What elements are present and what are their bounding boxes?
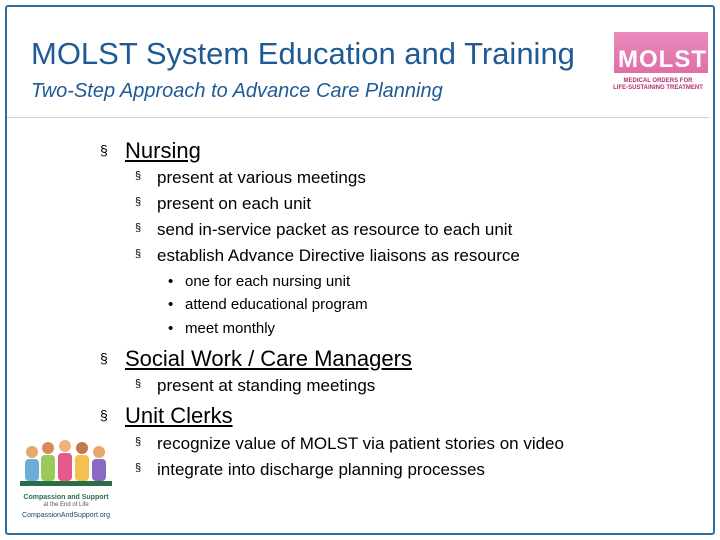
people-group-icon [20,438,112,488]
bullet-marker: § [135,378,142,390]
molst-logo-tagline-line2: LIFE-SUSTAINING TREATMENT [613,85,703,91]
bullet-marker: • [168,296,174,313]
list-item-text: present at standing meetings [157,376,376,395]
sub-list-item-text: one for each nursing unit [185,273,351,290]
bullet-marker: § [100,350,108,366]
bullet-marker: • [168,273,174,290]
molst-logo-tagline-line1: MEDICAL ORDERS FOR [623,78,693,84]
bullet-marker: • [168,320,174,337]
slide-title: MOLST System Education and Training [31,36,575,71]
list-item-text: establish Advance Directive liaisons as resource [157,246,520,265]
bullet-social-work-label: Social Work / Care Managers [125,346,412,371]
list-item-text: send in-service packet as resource to each unit [157,220,513,239]
bullet-marker: § [135,462,142,474]
compassion-logo-name: Compassion and Support [23,494,109,501]
header-divider [7,117,709,118]
molst-logo [606,32,710,106]
list-item-text: recognize value of MOLST via patient stories on video [157,434,564,453]
list-item-text: integrate into discharge planning processes [157,460,485,479]
bullet-marker: § [135,436,142,448]
bullet-unit-clerks-label: Unit Clerks [125,403,233,428]
molst-logo-wordmark: MOLST [618,46,707,73]
bullet-marker: § [135,196,142,208]
bullet-nursing-label: Nursing [125,138,201,163]
list-item-text: present on each unit [157,194,312,213]
bullet-marker: § [100,142,108,158]
compassion-support-logo [10,438,122,526]
sub-list-item-text: meet monthly [185,320,276,337]
compassion-logo-url: CompassionAndSupport.org [22,512,110,519]
list-item-text: present at various meetings [157,168,366,187]
bullet-marker: § [135,248,142,260]
bullet-marker: § [100,407,108,423]
molst-logo-tagline [606,78,710,92]
sub-list-item-text: attend educational program [185,296,368,313]
bullet-marker: § [135,222,142,234]
bullet-marker: § [135,170,142,182]
compassion-logo-tag: at the End of Life [43,502,89,508]
slide-subtitle: Two-Step Approach to Advance Care Planning [31,80,443,102]
